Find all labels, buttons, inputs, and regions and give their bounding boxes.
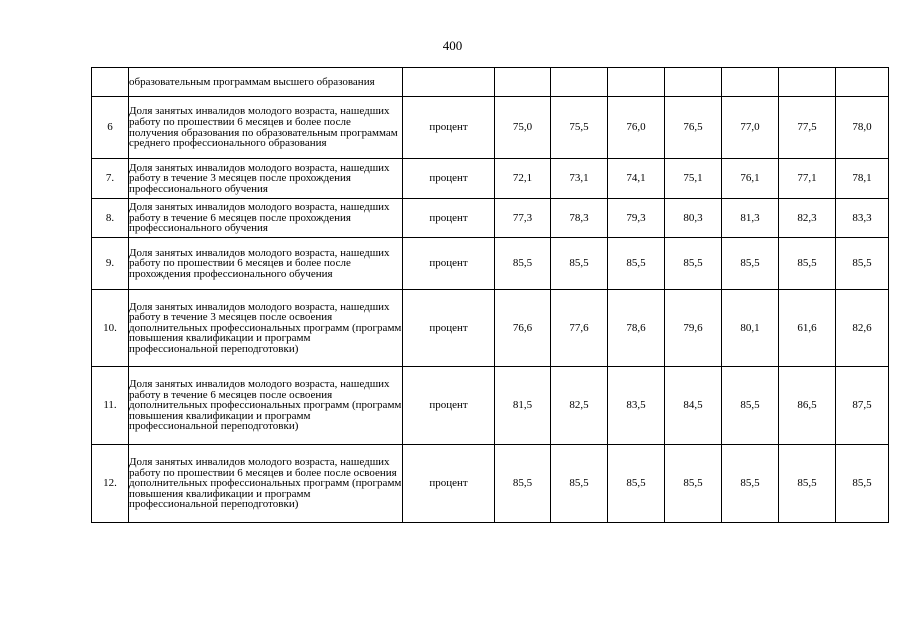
value-cell: 85,5 bbox=[551, 238, 608, 290]
unit-cell: процент bbox=[403, 445, 495, 523]
value-cell: 85,5 bbox=[722, 238, 779, 290]
row-number: 7. bbox=[92, 159, 129, 199]
value-cell: 85,5 bbox=[608, 238, 665, 290]
value-cell: 77,5 bbox=[779, 97, 836, 159]
row-number: 9. bbox=[92, 238, 129, 290]
row-number bbox=[92, 68, 129, 97]
value-cell: 85,5 bbox=[608, 445, 665, 523]
value-cell: 82,3 bbox=[779, 199, 836, 238]
row-number: 10. bbox=[92, 290, 129, 367]
value-cell: 86,5 bbox=[779, 367, 836, 445]
value-cell: 77,0 bbox=[722, 97, 779, 159]
value-cell: 85,5 bbox=[495, 238, 551, 290]
table-row bbox=[92, 238, 889, 290]
value-cell: 76,0 bbox=[608, 97, 665, 159]
value-cell: 76,6 bbox=[495, 290, 551, 367]
indicator-description: Доля занятых инвалидов молодого возраста, нашедших работу по прошествии 6 месяцев и более после получения образования по образовательным программам среднего профессионального образования bbox=[129, 97, 403, 159]
unit-cell: процент bbox=[403, 199, 495, 238]
value-cell: 85,5 bbox=[722, 445, 779, 523]
value-cell: 79,6 bbox=[665, 290, 722, 367]
value-cell: 81,3 bbox=[722, 199, 779, 238]
indicator-description: Доля занятых инвалидов молодого возраста, нашедших работу в течение 3 месяцев после прохождения профессионального обучения bbox=[129, 159, 403, 199]
value-cell: 85,5 bbox=[665, 445, 722, 523]
unit-cell bbox=[403, 68, 495, 97]
row-number: 6 bbox=[92, 97, 129, 159]
value-cell: 78,0 bbox=[836, 97, 889, 159]
value-cell: 72,1 bbox=[495, 159, 551, 199]
value-cell: 80,3 bbox=[665, 199, 722, 238]
row-number: 11. bbox=[92, 367, 129, 445]
table-row bbox=[92, 199, 889, 238]
value-cell: 80,1 bbox=[722, 290, 779, 367]
unit-cell: процент bbox=[403, 159, 495, 199]
row-number: 12. bbox=[92, 445, 129, 523]
indicator-description: Доля занятых инвалидов молодого возраста, нашедших работу в течение 3 месяцев после освоения дополнительных профессиональных программ (программ повышения квалификации и программ профессиональной переподготовки) bbox=[129, 290, 403, 367]
table-row bbox=[92, 159, 889, 199]
table-row bbox=[92, 445, 889, 523]
value-cell bbox=[495, 68, 551, 97]
value-cell: 85,5 bbox=[836, 238, 889, 290]
table-row bbox=[92, 68, 889, 97]
value-cell: 76,1 bbox=[722, 159, 779, 199]
table-row bbox=[92, 290, 889, 367]
indicators-table bbox=[91, 67, 889, 523]
value-cell: 76,5 bbox=[665, 97, 722, 159]
unit-cell: процент bbox=[403, 367, 495, 445]
value-cell: 83,3 bbox=[836, 199, 889, 238]
table-row bbox=[92, 97, 889, 159]
value-cell: 75,1 bbox=[665, 159, 722, 199]
value-cell: 77,1 bbox=[779, 159, 836, 199]
page-number: 400 bbox=[442, 38, 463, 53]
value-cell: 78,6 bbox=[608, 290, 665, 367]
indicator-description: образовательным программам высшего образования bbox=[129, 68, 403, 97]
value-cell: 75,0 bbox=[495, 97, 551, 159]
value-cell: 84,5 bbox=[665, 367, 722, 445]
value-cell: 87,5 bbox=[836, 367, 889, 445]
value-cell: 79,3 bbox=[608, 199, 665, 238]
value-cell: 77,6 bbox=[551, 290, 608, 367]
value-cell bbox=[608, 68, 665, 97]
value-cell: 85,5 bbox=[836, 445, 889, 523]
value-cell bbox=[551, 68, 608, 97]
value-cell: 85,5 bbox=[779, 445, 836, 523]
value-cell: 61,6 bbox=[779, 290, 836, 367]
value-cell: 85,5 bbox=[779, 238, 836, 290]
value-cell: 73,1 bbox=[551, 159, 608, 199]
value-cell: 78,1 bbox=[836, 159, 889, 199]
value-cell: 81,5 bbox=[495, 367, 551, 445]
row-number: 8. bbox=[92, 199, 129, 238]
value-cell: 85,5 bbox=[665, 238, 722, 290]
value-cell bbox=[779, 68, 836, 97]
indicator-description: Доля занятых инвалидов молодого возраста, нашедших работу по прошествии 6 месяцев и более после освоения дополнительных профессиональных программ (программ повышения квалификации и программ профессиональной переподготовки) bbox=[129, 445, 403, 523]
value-cell: 78,3 bbox=[551, 199, 608, 238]
unit-cell: процент bbox=[403, 97, 495, 159]
value-cell bbox=[665, 68, 722, 97]
indicator-description: Доля занятых инвалидов молодого возраста, нашедших работу в течение 6 месяцев после прохождения профессионального обучения bbox=[129, 199, 403, 238]
indicator-description: Доля занятых инвалидов молодого возраста, нашедших работу в течение 6 месяцев после освоения дополнительных профессиональных программ (программ повышения квалификации и программ профессиональной переподготовки) bbox=[129, 367, 403, 445]
unit-cell: процент bbox=[403, 290, 495, 367]
value-cell: 74,1 bbox=[608, 159, 665, 199]
value-cell bbox=[722, 68, 779, 97]
value-cell bbox=[836, 68, 889, 97]
value-cell: 83,5 bbox=[608, 367, 665, 445]
unit-cell: процент bbox=[403, 238, 495, 290]
indicator-description: Доля занятых инвалидов молодого возраста, нашедших работу по прошествии 6 месяцев и более после прохождения профессионального обучения bbox=[129, 238, 403, 290]
value-cell: 82,5 bbox=[551, 367, 608, 445]
value-cell: 77,3 bbox=[495, 199, 551, 238]
value-cell: 75,5 bbox=[551, 97, 608, 159]
value-cell: 85,5 bbox=[722, 367, 779, 445]
value-cell: 85,5 bbox=[495, 445, 551, 523]
value-cell: 82,6 bbox=[836, 290, 889, 367]
value-cell: 85,5 bbox=[551, 445, 608, 523]
table-row bbox=[92, 367, 889, 445]
